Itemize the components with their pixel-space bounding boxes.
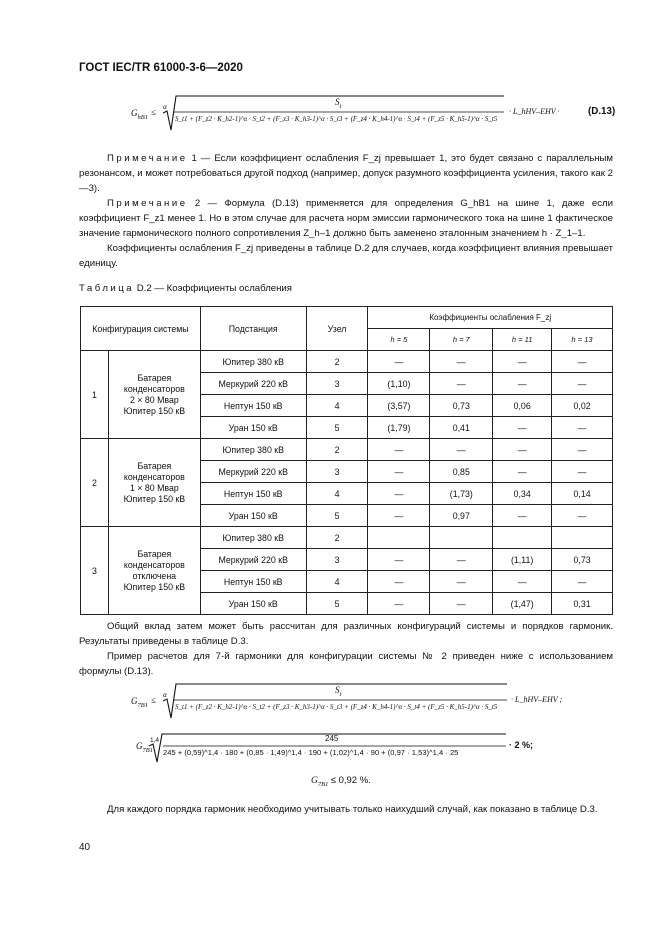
coefficient-cell: —: [493, 571, 552, 593]
config-description-line: конденсаторов: [123, 471, 185, 482]
coefficient-cell: 0,34: [493, 483, 552, 505]
coefficient-cell: (1,47): [493, 593, 552, 615]
table-row: [81, 351, 613, 373]
config-number-cell: 2: [81, 439, 109, 527]
final-paragraph: Для каждого порядка гармоник необходимо учитывать только наихудший случай, как показано в таблице D.3.: [107, 804, 598, 815]
col-coeff-group-header: Коэффициенты ослабления F_zj: [368, 307, 613, 329]
coefficient-cell: [552, 527, 613, 549]
formula-d13-tail: · L_hHV–EHV ·: [509, 107, 560, 116]
config-description-line: Батарея: [137, 460, 172, 471]
formula-2-terms: S_t1 + (F_z2 · K_h2-1)^α · S_t2 + (F_z3 · K_h3-1)^α · S_t3 + (F_z4 · K_h4-1)^α · S_t4 + (F_z5 · K_h5-1)^α · S_t5: [175, 703, 498, 711]
coefficient-cell: 0,97: [430, 505, 493, 527]
note-2-text: 2 — Формула (D.13) применяется для определения G_hB1 на шине 1, даже если коэффициент F_z1 менее 1. Но в этом случае для расчета норм эмиссии гармонического тока на шине 1 фактическое значение гармонического полного сопротивления Z_h–1 должно быть заменено эталонным значением h · Z_1–1.: [79, 198, 613, 239]
formula-g7b1-numeric: [79, 728, 619, 768]
coefficient-cell: —: [430, 593, 493, 615]
config-description-line: отключена: [132, 570, 177, 581]
coefficient-cell: (3,57): [368, 395, 430, 417]
substation-cell: Меркурий 220 кВ: [200, 373, 306, 395]
coefficient-cell: —: [430, 549, 493, 571]
table-caption: [79, 283, 292, 294]
coefficient-cell: [493, 527, 552, 549]
coefficient-cell: —: [368, 483, 430, 505]
formula-2-numerator: $S_t$: [335, 685, 342, 698]
formula-result: $G_{7B1} \le 0,92$ %.: [311, 775, 371, 788]
coefficient-cell: —: [493, 505, 552, 527]
formula-d13-numerator: $S_t$: [335, 97, 342, 110]
node-cell: 3: [306, 461, 368, 483]
formula-d13: [79, 90, 619, 135]
config-description-line: Батарея: [137, 548, 172, 559]
config-description-line: Юпитер 150 кВ: [123, 493, 186, 504]
coefficient-cell: —: [493, 351, 552, 373]
document-header: ГОСТ IEC/TR 61000-3-6—2020: [79, 62, 243, 74]
formula-2-lhs: $G_{7B1}$: [131, 696, 148, 709]
coefficient-cell: 0,02: [552, 395, 613, 417]
node-cell: 4: [306, 483, 368, 505]
table-caption-label: Таблица: [79, 283, 135, 294]
formula-3-numerator: 245: [325, 734, 339, 743]
formula-d13-number: (D.13): [588, 106, 616, 117]
col-substation-header: Подстанция: [200, 307, 306, 351]
coefficient-cell: —: [552, 439, 613, 461]
substation-cell: Уран 150 кВ: [200, 505, 306, 527]
config-description-cell: [108, 527, 200, 615]
col-config-header: Конфигурация системы: [81, 307, 201, 351]
formula-g7b1-general: [79, 678, 619, 723]
note-2-label: Примечание: [107, 198, 188, 209]
substation-cell: Уран 150 кВ: [200, 593, 306, 615]
coefficient-cell: —: [368, 351, 430, 373]
coefficient-cell: —: [368, 593, 430, 615]
formula-3-root: 1,4: [150, 737, 160, 744]
node-cell: 4: [306, 395, 368, 417]
coefficient-cell: 0,41: [430, 417, 493, 439]
coefficient-cell: —: [368, 571, 430, 593]
coefficient-cell: 0,85: [430, 461, 493, 483]
node-cell: 5: [306, 505, 368, 527]
coefficient-cell: —: [368, 439, 430, 461]
note-1: [79, 151, 613, 196]
coefficient-cell: —: [552, 505, 613, 527]
coefficient-cell: —: [493, 373, 552, 395]
config-description-line: 2 × 80 Мвар: [129, 394, 179, 405]
config-number-cell: 3: [81, 527, 109, 615]
coefficient-cell: —: [368, 549, 430, 571]
table-caption-text: D.2 — Коэффициенты ослабления: [136, 283, 292, 294]
coefficient-cell: (1,79): [368, 417, 430, 439]
formula-d13-terms: S_t1 + (F_z2 · K_h2-1)^α · S_t2 + (F_z3 · K_h3-1)^α · S_t3 + (F_z4 · K_h4-1)^α · S_t4 + (F_z5 · K_h5-1)^α · S_t5: [175, 115, 498, 123]
col-h5-header: h = 5: [368, 329, 430, 351]
coefficient-cell: [430, 527, 493, 549]
after-table-paragraph-1: Общий вклад затем может быть рассчитан для различных конфигураций системы и порядков гармоник. Результаты приведены в таблице D.3.: [79, 621, 613, 647]
coefficient-cell: —: [493, 417, 552, 439]
coefficient-cell: —: [552, 571, 613, 593]
config-description-line: Юпитер 150 кВ: [123, 581, 186, 592]
substation-cell: Меркурий 220 кВ: [200, 461, 306, 483]
coefficient-cell: —: [493, 461, 552, 483]
coefficient-cell: [368, 527, 430, 549]
formula-3-lhs: $G_{7B1}$: [136, 741, 153, 754]
intro-paragraph: Коэффициенты ослабления F_zj приведены в таблице D.2 для случаев, когда коэффициент влияния превышает единицу.: [79, 243, 613, 269]
coefficient-cell: —: [430, 439, 493, 461]
config-description-line: конденсаторов: [123, 559, 185, 570]
attenuation-table: [80, 306, 613, 615]
config-description-cell: [108, 439, 200, 527]
node-cell: 5: [306, 417, 368, 439]
note-1-text: 1 — Если коэффициент ослабления F_zj превышает 1, это будет связано с параллельным резонансом, и может потребоваться другой подход (например, допуск разумного коэффициента усиления, такого как 2—3).: [79, 153, 613, 194]
formula-d13-root: α: [163, 104, 167, 111]
coefficient-cell: —: [552, 373, 613, 395]
config-description-cell: [108, 351, 200, 439]
config-number-cell: 1: [81, 351, 109, 439]
substation-cell: Уран 150 кВ: [200, 417, 306, 439]
coefficient-cell: —: [430, 373, 493, 395]
formula-3-terms: 245 + (0,59)^1,4 · 180 + (0,85 · 1,49)^1,4 · 190 + (1,02)^1,4 · 90 + (0,97 · 1,53)^1,4 · 25: [163, 748, 459, 757]
col-h7-header: h = 7: [430, 329, 493, 351]
coefficient-cell: —: [552, 461, 613, 483]
table-row: [81, 439, 613, 461]
substation-cell: Меркурий 220 кВ: [200, 549, 306, 571]
substation-cell: Нептун 150 кВ: [200, 395, 306, 417]
note-1-label: Примечание: [107, 153, 188, 164]
coefficient-cell: —: [552, 417, 613, 439]
coefficient-cell: 0,73: [430, 395, 493, 417]
coefficient-cell: 0,06: [493, 395, 552, 417]
after-table-paragraph-2: Пример расчетов для 7-й гармоники для конфигурации системы № 2 приведен ниже с использованием формулы (D.13).: [79, 651, 613, 677]
formula-d13-leq: ≤: [151, 107, 156, 117]
substation-cell: Юпитер 380 кВ: [200, 439, 306, 461]
page-number: 40: [79, 842, 91, 853]
substation-cell: Юпитер 380 кВ: [200, 527, 306, 549]
coefficient-cell: 0,31: [552, 593, 613, 615]
node-cell: 2: [306, 439, 368, 461]
coefficient-cell: —: [493, 439, 552, 461]
substation-cell: Нептун 150 кВ: [200, 571, 306, 593]
substation-cell: Нептун 150 кВ: [200, 483, 306, 505]
coefficient-cell: —: [368, 505, 430, 527]
coefficient-cell: —: [430, 571, 493, 593]
formula-2-root: α: [163, 692, 167, 699]
col-h11-header: h = 11: [493, 329, 552, 351]
coefficient-cell: 0,14: [552, 483, 613, 505]
node-cell: 3: [306, 373, 368, 395]
note-2: [79, 196, 613, 241]
coefficient-cell: (1,11): [493, 549, 552, 571]
formula-d13-lhs: $G_{hB1}$: [131, 108, 148, 121]
formula-2-tail: · L_hHV–EHV ;: [511, 695, 563, 704]
substation-cell: Юпитер 380 кВ: [200, 351, 306, 373]
config-description-line: Батарея: [137, 372, 172, 383]
config-description-line: 1 × 80 Мвар: [129, 482, 179, 493]
node-cell: 4: [306, 571, 368, 593]
node-cell: 2: [306, 527, 368, 549]
formula-3-tail: · 2 %;: [509, 740, 534, 750]
table-row: [81, 527, 613, 549]
coefficient-cell: —: [430, 351, 493, 373]
col-h13-header: h = 13: [552, 329, 613, 351]
config-description-line: конденсаторов: [123, 383, 185, 394]
coefficient-cell: (1,73): [430, 483, 493, 505]
node-cell: 2: [306, 351, 368, 373]
coefficient-cell: 0,73: [552, 549, 613, 571]
node-cell: 3: [306, 549, 368, 571]
formula-2-leq: ≤: [151, 695, 156, 705]
col-node-header: Узел: [306, 307, 368, 351]
coefficient-cell: —: [368, 461, 430, 483]
node-cell: 5: [306, 593, 368, 615]
coefficient-cell: —: [552, 351, 613, 373]
config-description-line: Юпитер 150 кВ: [123, 405, 186, 416]
coefficient-cell: (1,10): [368, 373, 430, 395]
header-row: [81, 307, 613, 329]
